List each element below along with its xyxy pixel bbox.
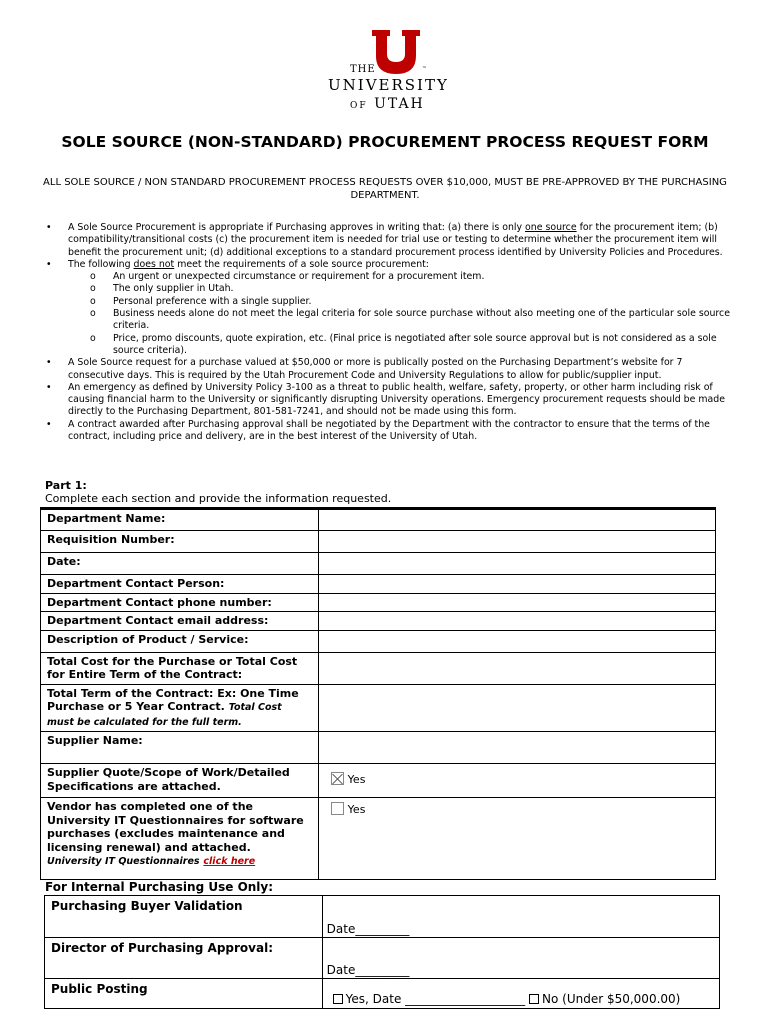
total-term-label: Total Term of the Contract: Ex: One Time Purchase or 5 Year Contract. Total Cost must be calculated for the full term. [41, 684, 319, 732]
posting-no-label: No (Under $50,000.00) [542, 992, 681, 1006]
vendor-it-label: Vendor has completed one of the University IT Questionnaires for software purchases (excludes maintenance and licensing renewal) and attached. University IT Questionnaires click here [41, 798, 319, 880]
list-item: • A contract awarded after Purchasing approval shall be negotiated by the Department with the contractor to ensure that the terms of the contract, including price and delivery, are in the best interest of the University of Utah. [40, 419, 730, 444]
requisition-number-field[interactable] [318, 531, 715, 553]
buyer-validation-label: Purchasing Buyer Validation [45, 896, 323, 938]
contact-phone-field[interactable] [318, 593, 715, 612]
it-questionnaire-link[interactable]: click here [203, 856, 256, 867]
vendor-yes-label: Yes [347, 803, 366, 816]
sub-list-item: o Personal preference with a single supplier. [40, 296, 730, 308]
request-form-table [40, 507, 716, 880]
quote-yes-label: Yes [347, 773, 366, 786]
university-logo [320, 28, 450, 113]
list-item: • A Sole Source request for a purchase valued at $50,000 or more is publically posted on the Purchasing Department’s website for 7 consecutive days. This is required by the Utah Procurement Code and University Regulations to allow for public/supplier input. [40, 357, 730, 382]
director-approval-field[interactable] [322, 938, 719, 979]
it-note: University IT Questionnaires [47, 856, 200, 867]
internal-use-heading: For Internal Purchasing Use Only: [45, 880, 274, 894]
sub-list-item: o The only supplier in Utah. [40, 283, 730, 295]
list-item: • An emergency as defined by University Policy 3-100 as a threat to public health, welfare, safety, property, or other harm including risk of causing financial harm to the University or significantly disrupting University operations. Emergency procurement requests should be made directly to the Purchasing Department, 801-581-7241, and should not be made using this form. [40, 382, 730, 419]
total-term-field[interactable] [318, 684, 715, 732]
contact-phone-label: Department Contact phone number: [41, 593, 319, 612]
contact-person-field[interactable] [318, 575, 715, 594]
posting-yes-checkbox[interactable] [333, 994, 343, 1004]
buyer-validation-field[interactable] [322, 896, 719, 938]
supplier-name-label: Supplier Name: [41, 732, 319, 764]
date-label: Date: [41, 553, 319, 575]
part1-heading: Part 1: [45, 479, 87, 492]
department-name-field[interactable] [318, 509, 715, 531]
list-item: • A Sole Source Procurement is appropriate if Purchasing approves in writing that: (a) there is only one source for the procurement item; (b) compatibility/transitional costs (c) the procurement item is needed for trial use or testing to determine whether the procurement item will benefit the procurement unit; (d) additional exceptions to a standard procurement process identified by University Policies and Procedures. [40, 222, 730, 259]
buyer-date-line: Date_________ [326, 922, 410, 936]
logo-trademark: ™ [422, 66, 427, 72]
quote-attached-label: Supplier Quote/Scope of Work/Detailed Specifications are attached. [41, 764, 319, 798]
public-posting-label: Public Posting [45, 979, 323, 1009]
posting-no-checkbox[interactable] [529, 994, 539, 1004]
contact-email-field[interactable] [318, 612, 715, 631]
total-cost-label: Total Cost for the Purchase or Total Cost for Entire Term of the Contract: [41, 652, 319, 684]
total-term-note: Total Cost must be calculated for the full term. [47, 702, 282, 728]
requisition-number-label: Requisition Number: [41, 531, 319, 553]
block-u-logo-icon [372, 30, 420, 74]
supplier-name-field[interactable] [318, 732, 715, 764]
public-posting-cell [322, 979, 719, 1009]
form-subtitle: ALL SOLE SOURCE / NON STANDARD PROCUREMENT PROCESS REQUESTS OVER $10,000, MUST BE PRE-APPROVED BY THE PURCHASING DEPARTMENT. [43, 177, 727, 201]
date-field[interactable] [318, 553, 715, 575]
sub-list-item: o Business needs alone do not meet the legal criteria for sole source purchase without also meeting one of the particular sole source criteria. [40, 308, 730, 333]
posting-yes-label: Yes, Date ____________________ [345, 992, 526, 1006]
sub-list-item: o Price, promo discounts, quote expiration, etc. (Final price is negotiated after sole source approval but is not considered as a sole source criteria). [40, 333, 730, 358]
sub-list-item: o An urgent or unexpected circumstance or requirement for a procurement item. [40, 271, 730, 283]
requirements-list [40, 222, 730, 443]
quote-attached-checkbox[interactable] [331, 772, 344, 785]
description-label: Description of Product / Service: [41, 630, 319, 652]
director-approval-label: Director of Purchasing Approval: [45, 938, 323, 979]
logo-of-utah: OF UTAH [350, 96, 425, 112]
part1-description: Complete each section and provide the information requested. [45, 492, 392, 505]
list-item: • The following does not meet the requirements of a sole source procurement: [40, 259, 730, 271]
contact-email-label: Department Contact email address: [41, 612, 319, 631]
quote-attached-cell [318, 764, 715, 798]
vendor-it-cell [318, 798, 715, 880]
internal-use-table [44, 895, 720, 1009]
department-name-label: Department Name: [41, 509, 319, 531]
vendor-it-checkbox[interactable] [331, 802, 344, 815]
total-cost-field[interactable] [318, 652, 715, 684]
logo-the: THE [350, 64, 376, 75]
contact-person-label: Department Contact Person: [41, 575, 319, 594]
director-date-line: Date_________ [326, 963, 410, 977]
logo-university: UNIVERSITY [328, 76, 449, 94]
description-field[interactable] [318, 630, 715, 652]
form-title: SOLE SOURCE (NON-STANDARD) PROCUREMENT PROCESS REQUEST FORM [61, 133, 709, 151]
